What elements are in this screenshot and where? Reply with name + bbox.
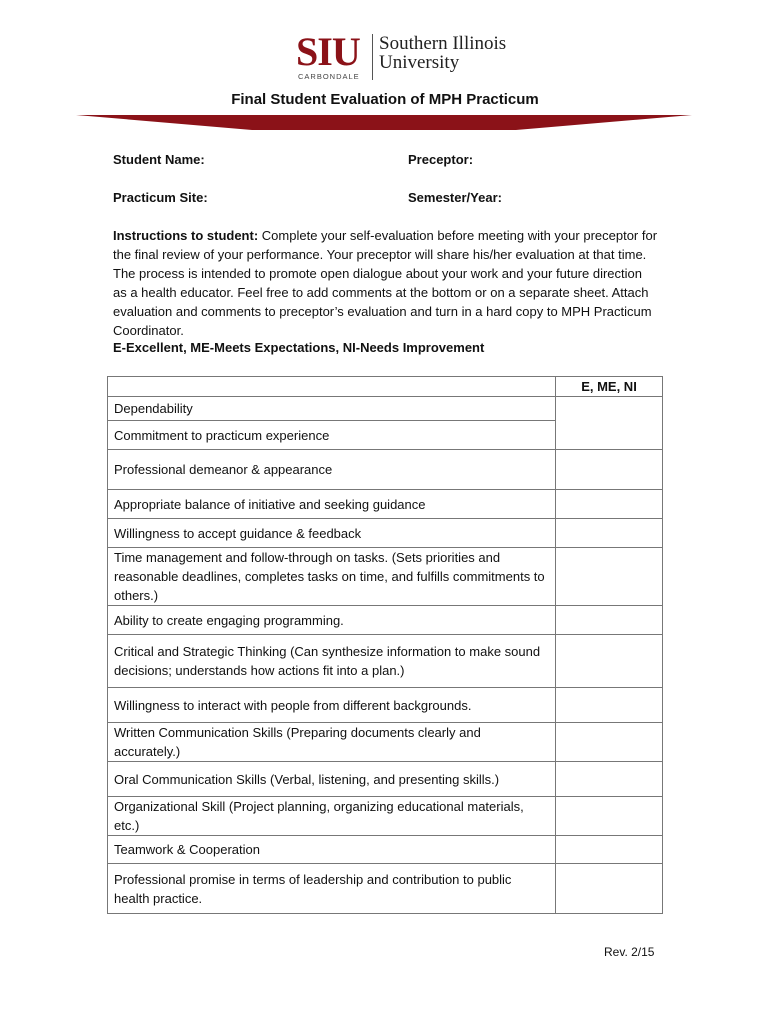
criterion-label: Teamwork & Cooperation (108, 836, 556, 864)
rating-cell[interactable] (556, 688, 663, 723)
logo-university-name-line1: Southern Illinois (379, 33, 507, 54)
logo-abbreviation: SIU (296, 29, 360, 74)
logo-campus: CARBONDALE (298, 72, 360, 81)
practicum-site-label: Practicum Site: (113, 190, 208, 205)
rating-cell[interactable] (556, 836, 663, 864)
instructions-lead: Instructions to student: (113, 228, 259, 243)
student-name-label: Student Name: (113, 152, 205, 167)
criterion-label: Oral Communication Skills (Verbal, listening, and presenting skills.) (108, 762, 556, 797)
table-row (108, 723, 663, 762)
logo-university-name-line2: University (379, 52, 460, 73)
table-row (108, 797, 663, 836)
criterion-label: Commitment to practicum experience (108, 421, 556, 450)
instructions-body: Complete your self-evaluation before meeting with your preceptor for the final review of your performance. Your preceptor will share his/her evaluation at that time. The process is intended to promote open dialogue about your work and your future direction as a health educator. Feel free to add comments at the bottom or on a separate sheet. Attach evaluation and comments to preceptor’s evaluation and turn in a hard copy to MPH Practicum Coordinator. (113, 228, 658, 338)
rating-cell[interactable] (556, 762, 663, 797)
instructions-paragraph (113, 226, 658, 340)
table-row (108, 762, 663, 797)
table-row (108, 836, 663, 864)
rating-cell[interactable] (556, 723, 663, 762)
semester-year-label: Semester/Year: (408, 190, 502, 205)
criterion-label: Organizational Skill (Project planning, organizing educational materials, etc.) (108, 797, 556, 836)
rating-cell[interactable] (556, 397, 663, 450)
rating-cell[interactable] (556, 490, 663, 519)
evaluation-table (107, 376, 663, 914)
table-row (108, 688, 663, 723)
title-banner-divider (76, 113, 692, 131)
rating-cell[interactable] (556, 635, 663, 688)
rating-cell[interactable] (556, 450, 663, 490)
criterion-label: Critical and Strategic Thinking (Can synthesize information to make sound decisions; understands how actions fit into a plan.) (108, 635, 556, 688)
table-header-row (108, 377, 663, 397)
table-row (108, 450, 663, 490)
preceptor-label: Preceptor: (408, 152, 474, 167)
rating-cell[interactable] (556, 548, 663, 606)
table-row (108, 606, 663, 635)
rating-cell[interactable] (556, 797, 663, 836)
table-row (108, 397, 663, 421)
criterion-label: Willingness to accept guidance & feedback (108, 519, 556, 548)
siu-logo (296, 29, 526, 82)
table-row (108, 864, 663, 914)
criterion-label: Written Communication Skills (Preparing documents clearly and accurately.) (108, 723, 556, 762)
revision-label: Rev. 2/15 (604, 945, 655, 959)
page-title: Final Student Evaluation of MPH Practicum (231, 91, 539, 108)
criterion-label: Professional demeanor & appearance (108, 450, 556, 490)
table-row (108, 635, 663, 688)
criterion-label: Time management and follow-through on tasks. (Sets priorities and reasonable deadlines, completes tasks on time, and fulfills commitments to others.) (108, 548, 556, 606)
logo-divider (372, 34, 373, 80)
rating-cell[interactable] (556, 864, 663, 914)
criterion-label: Dependability (108, 397, 556, 421)
rating-header: E, ME, NI (556, 377, 663, 397)
rating-legend: E-Excellent, ME-Meets Expectations, NI-Needs Improvement (113, 340, 485, 355)
rating-cell[interactable] (556, 519, 663, 548)
table-row (108, 490, 663, 519)
table-row (108, 519, 663, 548)
criterion-label: Professional promise in terms of leadership and contribution to public health practice. (108, 864, 556, 914)
criterion-label: Willingness to interact with people from different backgrounds. (108, 688, 556, 723)
criterion-label: Appropriate balance of initiative and seeking guidance (108, 490, 556, 519)
table-row (108, 548, 663, 606)
criteria-header-cell (108, 377, 556, 397)
criterion-label: Ability to create engaging programming. (108, 606, 556, 635)
rating-cell[interactable] (556, 606, 663, 635)
